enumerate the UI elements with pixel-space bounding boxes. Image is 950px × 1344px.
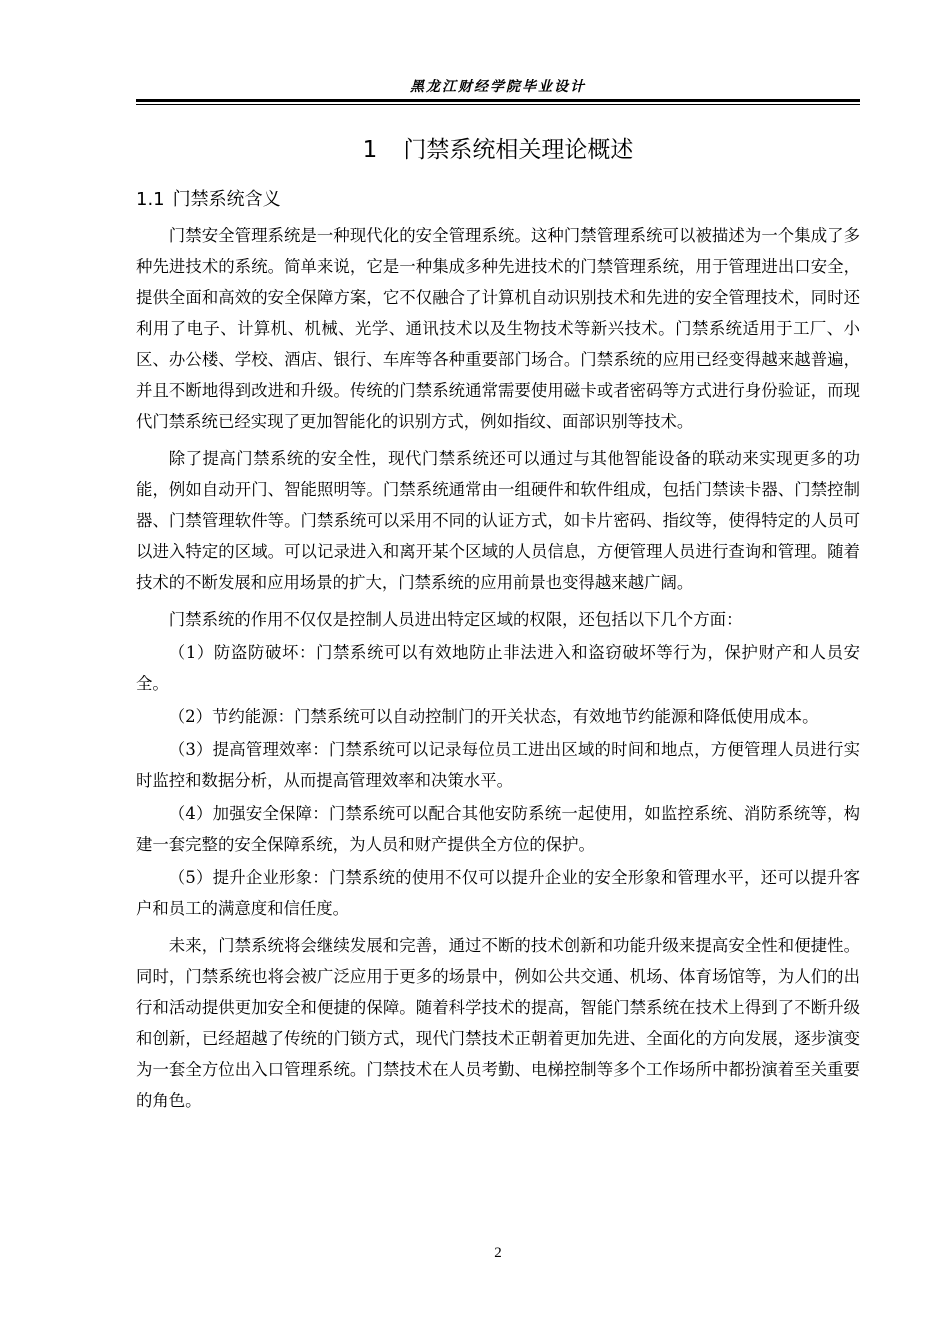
header-rule-thick	[136, 99, 860, 102]
running-header: 黑龙江财经学院毕业设计	[410, 79, 586, 95]
chapter-title-text: 门禁系统相关理论概述	[403, 137, 634, 163]
list-item-energy-saving: （2）节约能源：门禁系统可以自动控制门的开关状态，有效地节约能源和降低使用成本。	[168, 707, 819, 726]
paragraph-future: 未来，门禁系统将会继续发展和完善，通过不断的技术创新和功能升级来提高安全性和便捷性。同时，门禁系统也将会被广泛应用于更多的场景中，例如公共交通、机场、体育场馆等，为人们的出行和活动提供更加安全和便捷的保障。随着科学技术的提高，智能门禁系统在技术上得到了不断升级和创新，已经超越了传统的门锁方式，现代门禁技术正朝着更加先进、全面化的方向发展，逐步演变为一套全方位出入口管理系统。门禁技术在人员考勤、电梯控制等多个工作场所中都扮演着至关重要的角色。	[136, 936, 860, 1110]
paragraph-definition: 门禁安全管理系统是一种现代化的安全管理系统。这种门禁管理系统可以被描述为一个集成了多种先进技术的系统。简单来说，它是一种集成多种先进技术的门禁管理系统，用于管理进出口安全，提供全面和高效的安全保障方案，它不仅融合了计算机自动识别技术和先进的安全管理技术，同时还利用了电子、计算机、机械、光学、通讯技术以及生物技术等新兴技术。门禁系统适用于工厂、小区、办公楼、学校、酒店、银行、车库等各种重要部门场合。门禁系统的应用已经变得越来越普遍，并且不断地得到改进和升级。传统的门禁系统通常需要使用磁卡或者密码等方式进行身份验证，而现代门禁系统已经实现了更加智能化的识别方式，例如指纹、面部识别等技术。	[136, 226, 860, 431]
list-item-security-assurance: （4）加强安全保障：门禁系统可以配合其他安防系统一起使用，如监控系统、消防系统等，构建一套完整的安全保障系统，为人员和财产提供全方位的保护。	[136, 804, 860, 854]
paragraph-modern-features: 除了提高门禁系统的安全性，现代门禁系统还可以通过与其他智能设备的联动来实现更多的功能，例如自动开门、智能照明等。门禁系统通常由一组硬件和软件组成，包括门禁读卡器、门禁控制器、门禁管理软件等。门禁系统可以采用不同的认证方式，如卡片密码、指纹等，使得特定的人员可以进入特定的区域。可以记录进入和离开某个区域的人员信息，方便管理人员进行查询和管理。随着技术的不断发展和应用场景的扩大，门禁系统的应用前景也变得越来越广阔。	[136, 449, 860, 592]
paragraph-functions-intro: 门禁系统的作用不仅仅是控制人员进出特定区域的权限，还包括以下几个方面：	[168, 610, 743, 629]
section-title	[136, 187, 281, 213]
chapter-number: 1	[362, 137, 378, 163]
body-text	[136, 220, 860, 1122]
list-item-enterprise-image: （5）提升企业形象：门禁系统的使用不仅可以提升企业的安全形象和管理水平，还可以提升客户和员工的满意度和信任度。	[136, 868, 860, 918]
chapter-title	[136, 134, 860, 166]
list-item-anti-theft: （1）防盗防破坏：门禁系统可以有效地防止非法进入和盗窃破坏等行为，保护财产和人员安全。	[136, 643, 860, 693]
list-item-management-efficiency: （3）提高管理效率：门禁系统可以记录每位员工进出区域的时间和地点，方便管理人员进行实时监控和数据分析，从而提高管理效率和决策水平。	[136, 740, 860, 790]
section-number: 1.1	[136, 189, 165, 210]
page-number: 2	[494, 1245, 502, 1261]
section-title-text: 门禁系统含义	[172, 189, 281, 210]
header-rule-thin	[136, 104, 860, 105]
